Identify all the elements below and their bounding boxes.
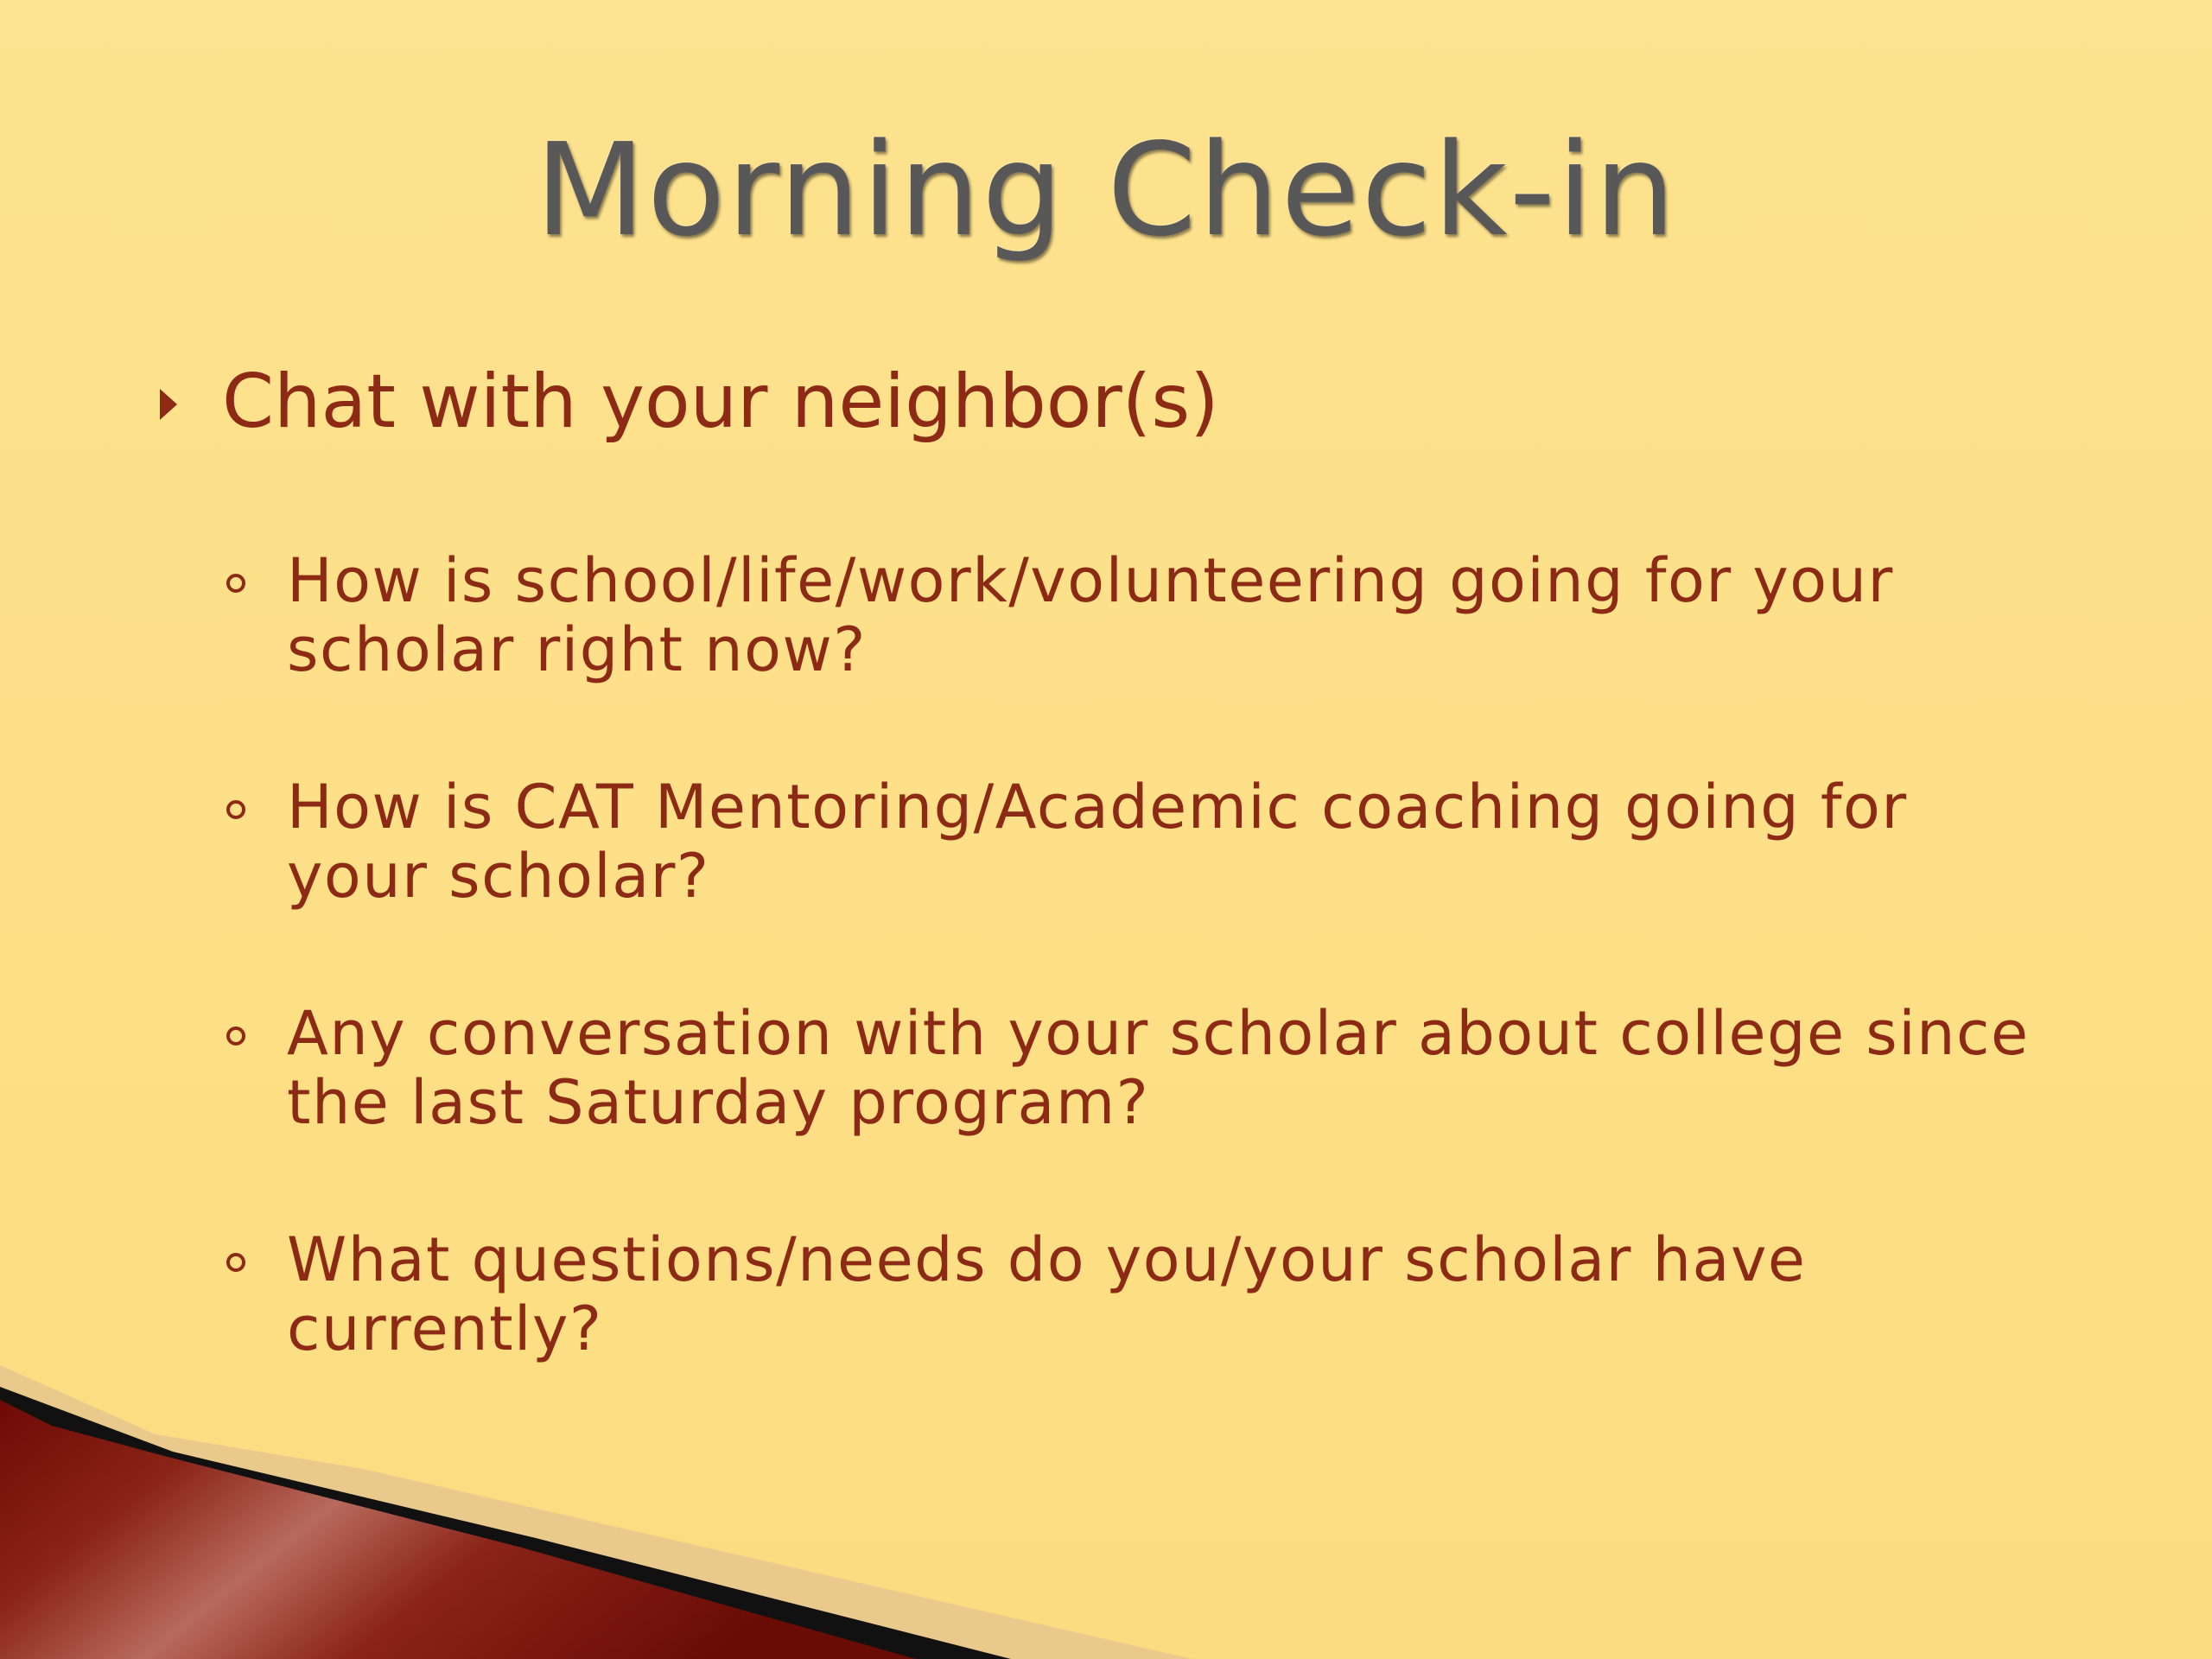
sub-bullet-item	[226, 772, 2041, 911]
triangle-bullet-icon	[160, 389, 177, 420]
sub-bullet-text: How is school/life/work/volunteering going for your scholar right now?	[287, 545, 1894, 685]
ring-bullet-icon	[226, 800, 245, 819]
sub-bullet-item	[226, 546, 2041, 684]
sub-bullet-text: What questions/needs do you/your scholar have currently?	[287, 1224, 1807, 1364]
ring-bullet-icon	[226, 1253, 245, 1272]
main-bullet-text: Chat with your neighbor(s)	[222, 359, 1219, 445]
sub-bullet-item	[226, 1225, 2041, 1363]
main-bullet	[160, 354, 1219, 449]
sub-bullet-item	[226, 999, 2041, 1137]
sub-bullet-text: Any conversation with your scholar about college since the last Saturday program?	[287, 998, 2030, 1138]
slide-title: Morning Check-in	[535, 116, 1677, 264]
ring-bullet-icon	[226, 574, 245, 593]
sub-bullet-text: How is CAT Mentoring/Academic coaching going for your scholar?	[287, 772, 1908, 912]
ring-bullet-icon	[226, 1027, 245, 1046]
sub-bullet-list	[226, 546, 2041, 1363]
